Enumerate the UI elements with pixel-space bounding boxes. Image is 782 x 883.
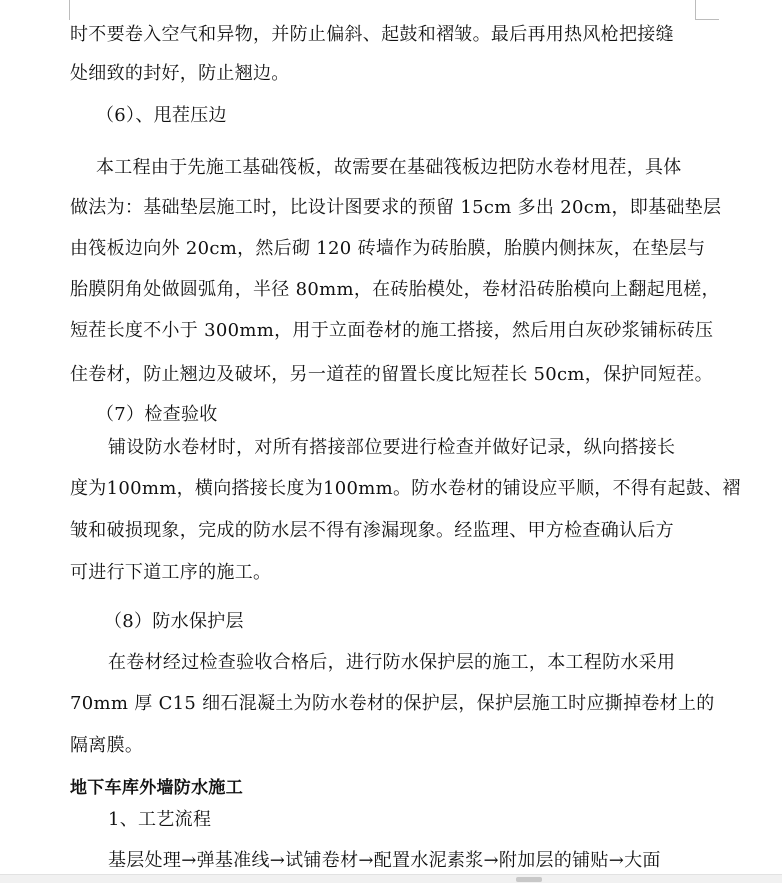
text-line: 胎膜阴角处做圆弧角，半径 80mm，在砖胎模处，卷材沿砖胎模向上翻起甩槎， (70, 279, 720, 300)
text-line: 由筏板边向外 20cm，然后砌 120 砖墙作为砖胎膜，胎膜内侧抹灰，在垫层与 (70, 238, 706, 259)
text-line: 在卷材经过检查验收合格后，进行防水保护层的施工，本工程防水采用 (108, 652, 676, 673)
text-line: 70mm 厚 C15 细石混凝土为防水卷材的保护层，保护层施工时应撕掉卷材上的 (70, 693, 715, 714)
scrollbar-thumb[interactable] (516, 877, 542, 882)
crop-mark-top-right-vertical (695, 0, 696, 20)
text-line: 做法为：基础垫层施工时，比设计图要求的预留 15cm 多出 20cm，即基础垫层 (70, 197, 722, 218)
section-heading: 1、工艺流程 (108, 809, 212, 830)
text-line: 可进行下道工序的施工。 (70, 562, 272, 583)
text-line: 处细致的封好，防止翘边。 (70, 63, 290, 84)
text-line: 住卷材，防止翘边及破坏，另一道茬的留置长度比短茬长 50cm，保护同短茬。 (70, 364, 713, 385)
text-line: 时不要卷入空气和异物，并防止偏斜、起鼓和褶皱。最后再用热风枪把接缝 (70, 24, 674, 45)
section-heading: （7）检查验收 (96, 404, 218, 425)
section-heading: （8）防水保护层 (104, 611, 244, 632)
chapter-heading: 地下车库外墙防水施工 (70, 778, 243, 798)
text-line: 皱和破损现象，完成的防水层不得有渗漏现象。经监理、甲方检查确认后方 (70, 520, 674, 541)
crop-mark-top-left-vertical (69, 0, 70, 20)
text-line: 隔离膜。 (70, 735, 144, 756)
section-heading: （6）、甩茬压边 (96, 105, 227, 126)
crop-mark-top-right-horizontal (695, 19, 719, 20)
text-line: 基层处理→弹基准线→试铺卷材→配置水泥素浆→附加层的铺贴→大面 (108, 850, 661, 871)
text-line: 铺设防水卷材时，对所有搭接部位要进行检查并做好记录，纵向搭接长 (108, 437, 676, 458)
text-line: 短茬长度不小于 300mm，用于立面卷材的施工搭接，然后用白灰砂浆铺标砖压 (70, 320, 714, 341)
horizontal-scrollbar[interactable] (0, 874, 782, 883)
text-line: 度为100mm，横向搭接长度为100mm。防水卷材的铺设应平顺，不得有起鼓、褶 (70, 478, 741, 499)
text-line: 本工程由于先施工基础筏板，故需要在基础筏板边把防水卷材甩茬，具体 (96, 157, 682, 178)
